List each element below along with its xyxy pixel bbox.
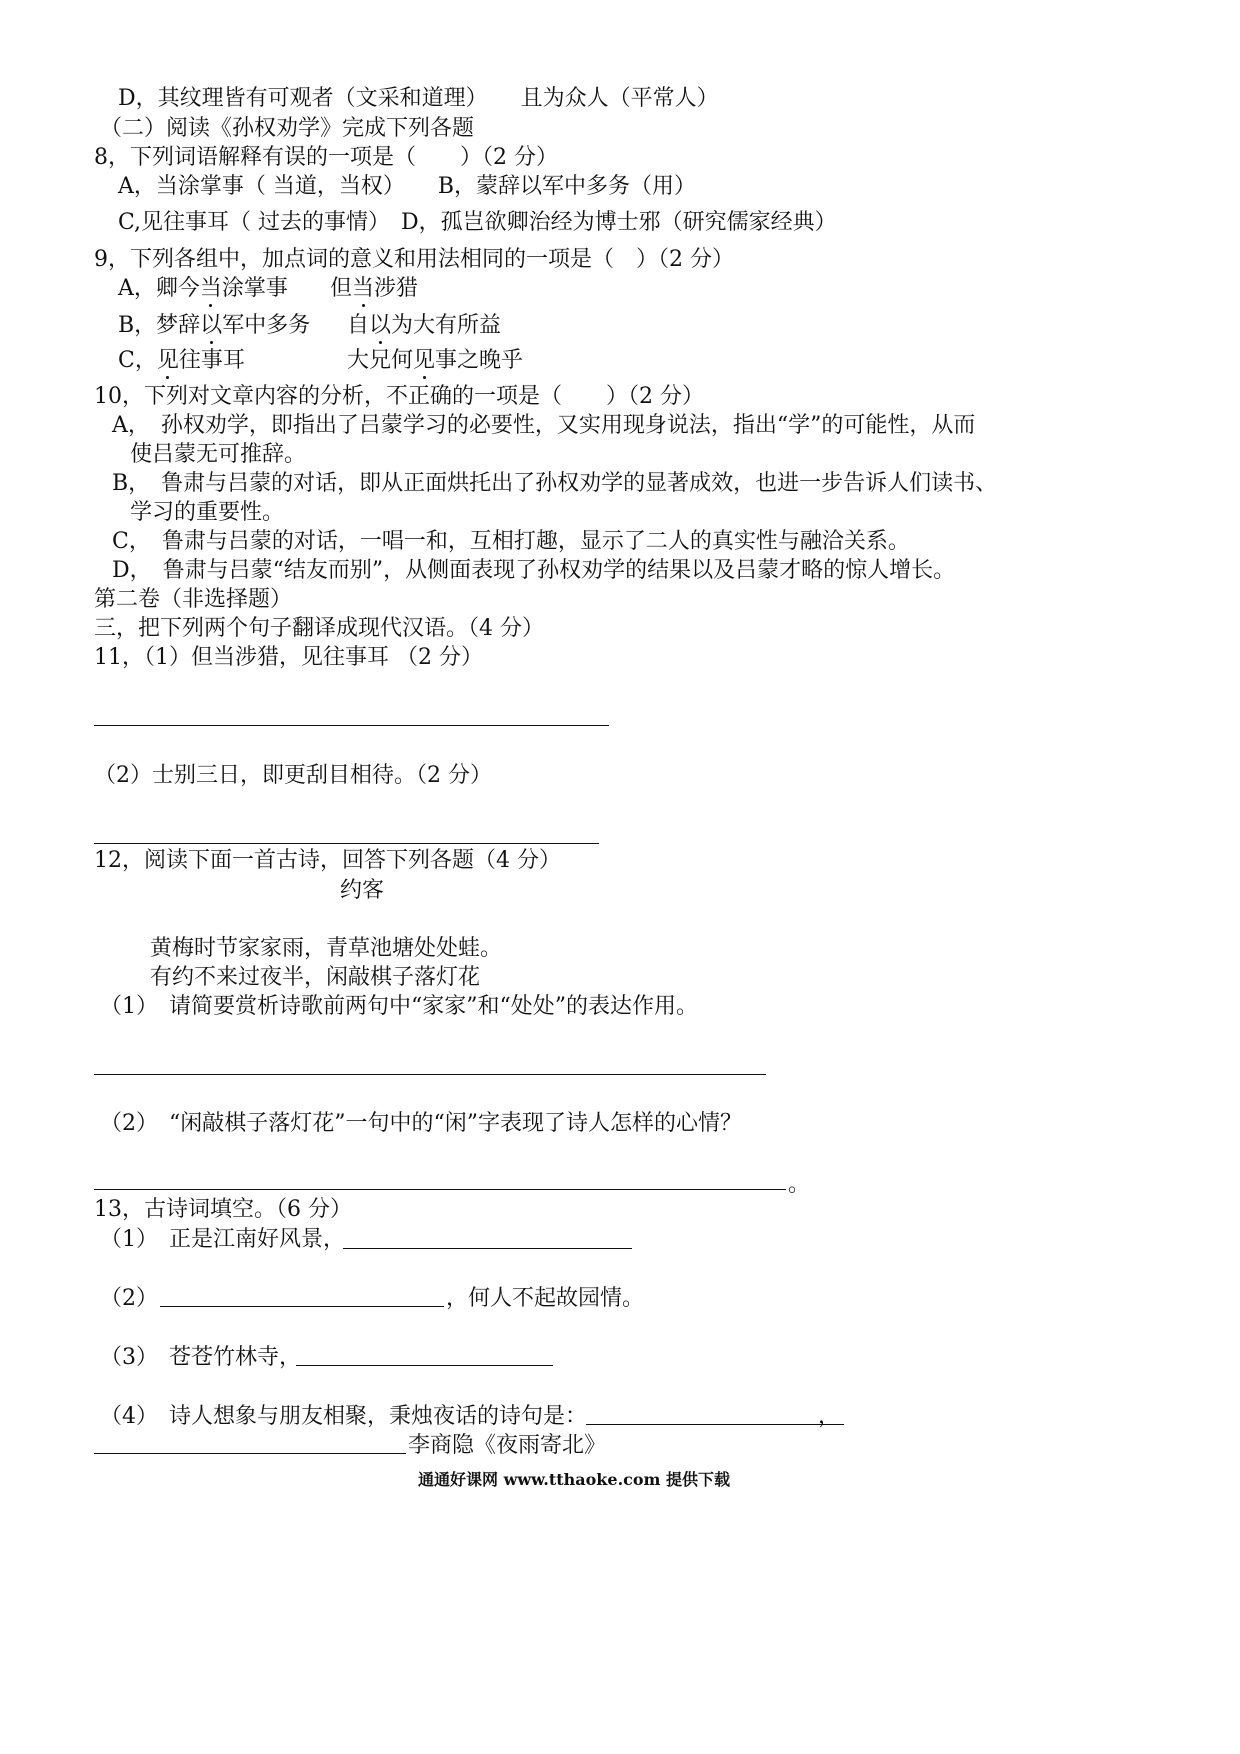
q11-part-1: 11，（1）但当涉猎，见往事耳 （2 分）	[94, 645, 483, 670]
q9-a-dotted-char: 当	[200, 274, 222, 304]
q12-part-1: （1） 请简要赏析诗歌前两句中“家家”和“处处”的表达作用。	[100, 994, 698, 1019]
q13-part-2-text: ，何人不起故园情。	[446, 1286, 645, 1311]
q12-2-answer-line[interactable]	[94, 1189, 786, 1190]
page-footer: 通通好课网 www.tthaoke.com 提供下载	[418, 1470, 731, 1489]
q9-c-dotted-char: 见	[157, 346, 179, 376]
q9-c-text-rest: 往事耳	[178, 348, 245, 373]
q9-a2-text-rest: 涉猎	[374, 276, 419, 301]
q11-2-answer-line[interactable]	[94, 843, 599, 844]
q9-option-b	[118, 311, 310, 341]
q9-c-text: C，	[118, 348, 157, 373]
q13-3-answer-line[interactable]	[296, 1365, 553, 1366]
q8-options-ab: A，当涂掌事（ 当道，当权） B，蒙辞以军中多务（用）	[118, 174, 697, 199]
q12-stem: 12，阅读下面一首古诗，回答下列各题（4 分）	[94, 848, 561, 873]
q9-b-text: B，梦辞	[118, 313, 201, 338]
q9-b2-text: 自	[347, 313, 370, 338]
q9-option-a-compare	[330, 274, 418, 304]
q12-1-answer-line[interactable]	[94, 1074, 766, 1075]
q13-4-answer-line-1[interactable]	[586, 1424, 844, 1425]
q10-option-b: B， 鲁肃与吕蒙的对话，即从正面烘托出了孙权劝学的显著成效，也进一步告诉人们读书、	[112, 471, 998, 496]
q7-option-d: D，其纹理皆有可观者（文采和道理） 且为众人（平常人）	[118, 86, 719, 111]
q9-option-b-compare	[347, 311, 501, 341]
q11-part-2: （2）士别三日，即更刮目相待。（2 分）	[94, 763, 492, 788]
q9-option-a	[118, 274, 288, 304]
q11-1-answer-line[interactable]	[94, 725, 609, 726]
q8-options-cd: C,见往事耳（ 过去的事情） D，孤岂欲卿治经为博士邪（研究儒家经典）	[118, 210, 837, 235]
q13-4-comma: ，	[818, 1404, 841, 1429]
q9-option-c	[118, 346, 245, 376]
q9-c2-text: 大兄何	[347, 348, 414, 373]
part-2-heading: 第二卷（非选择题）	[94, 587, 293, 612]
poem-line-1: 黄梅时节家家雨，青草池塘处处蛙。	[150, 936, 503, 961]
q13-part-4: （4） 诗人想象与朋友相聚，秉烛夜话的诗句是：	[100, 1404, 587, 1429]
q10-stem: 10，下列对文章内容的分析，不正确的一项是（ ）（2 分）	[94, 384, 704, 409]
q9-c2-dotted-char: 见	[413, 346, 435, 376]
section-3-heading: 三，把下列两个句子翻译成现代汉语。（4 分）	[94, 616, 544, 641]
q9-a2-dotted-char: 当	[352, 274, 374, 304]
q10-option-a: A， 孙权劝学，即指出了吕蒙学习的必要性，又实用现身说法，指出“学”的可能性，从而	[112, 413, 976, 438]
q10-option-d: D， 鲁肃与吕蒙“结友而别”，从侧面表现了孙权劝学的结果以及吕蒙才略的惊人增长。	[112, 558, 956, 583]
q9-b2-text-rest: 为大有所益	[391, 313, 502, 338]
q13-4-source: 李商隐《夜雨寄北》	[408, 1433, 607, 1458]
q13-part-2-label: （2）	[100, 1286, 158, 1311]
q13-2-answer-line[interactable]	[160, 1306, 444, 1307]
q10-option-c: C， 鲁肃与吕蒙的对话，一唱一和，互相打趣，显示了二人的真实性与融洽关系。	[112, 529, 910, 554]
q9-option-c-compare	[347, 346, 523, 376]
q9-stem: 9，下列各组中，加点词的意义和用法相同的一项是（ ）（2 分）	[94, 247, 734, 272]
q10-option-b-cont: 学习的重要性。	[130, 500, 285, 525]
q9-a-text-rest: 涂掌事	[221, 276, 288, 301]
section-2-heading: （二）阅读《孙权劝学》完成下列各题	[100, 116, 475, 141]
q13-stem: 13，古诗词填空。（6 分）	[94, 1197, 352, 1222]
q9-c2-text-rest: 事之晚乎	[435, 348, 524, 373]
q12-2-period: 。	[788, 1172, 811, 1197]
q9-b2-dotted-char: 以	[369, 311, 391, 341]
q9-a-text: A，卿今	[118, 276, 200, 301]
q13-part-1: （1） 正是江南好风景，	[100, 1227, 345, 1252]
poem-line-2: 有约不来过夜半，闲敲棋子落灯花	[150, 965, 481, 990]
q13-1-answer-line[interactable]	[343, 1248, 632, 1249]
q13-4-answer-line-2[interactable]	[94, 1453, 406, 1454]
q9-b-text-rest: 军中多务	[222, 313, 311, 338]
poem-title: 约客	[340, 878, 385, 903]
q9-a2-text: 但	[330, 276, 353, 301]
q12-part-2: （2） “闲敲棋子落灯花”一句中的“闲”字表现了诗人怎样的心情？	[100, 1111, 742, 1136]
q13-part-3: （3） 苍苍竹林寺，	[100, 1345, 301, 1370]
q9-b-dotted-char: 以	[200, 311, 222, 341]
q10-option-a-cont: 使吕蒙无可推辞。	[130, 442, 307, 467]
q8-stem: 8，下列词语解释有误的一项是（ ）（2 分）	[94, 145, 558, 170]
